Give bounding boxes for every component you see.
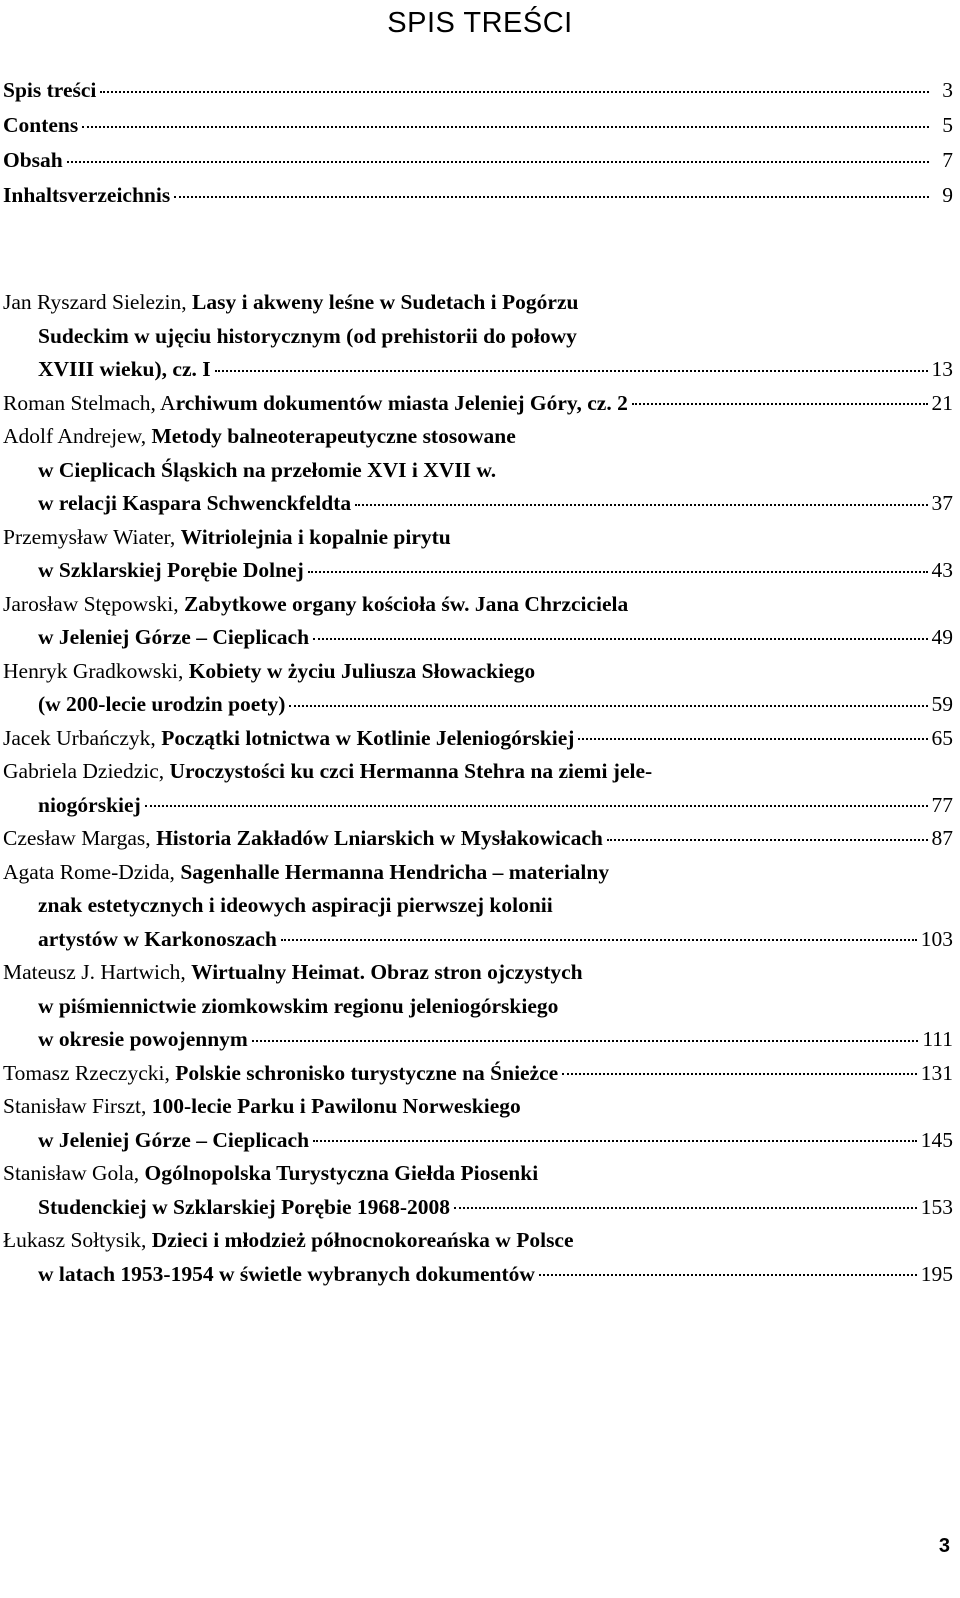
- entry-title: (w 200-lecie urodzin poety): [38, 692, 286, 716]
- entry-page: 43: [931, 558, 953, 582]
- entry-text: [3, 755, 652, 789]
- toc-entry-line[interactable]: [3, 454, 953, 488]
- leader-dots: [578, 737, 927, 740]
- entry-author: Mateusz J. Hartwich,: [3, 960, 192, 984]
- entry-title: rchiwum dokumentów miasta Jeleniej Góry, cz. 2: [175, 390, 628, 415]
- entry-page: 195: [920, 1261, 953, 1286]
- entry-text: [3, 521, 451, 555]
- entry-text: [38, 554, 304, 588]
- toc-entry-front[interactable]: [3, 108, 953, 143]
- toc-entry-line[interactable]: [3, 1157, 953, 1191]
- toc-entry-line[interactable]: [3, 1124, 953, 1158]
- toc-entry-line[interactable]: [3, 320, 953, 354]
- leader-dots: [313, 637, 927, 640]
- toc-entry-line[interactable]: [3, 856, 953, 890]
- entry-page: 145: [920, 1127, 953, 1152]
- entry-text: [38, 1023, 248, 1057]
- entry-author: Jan Ryszard Sielezin,: [3, 290, 193, 314]
- entry-title: Witriolejnia i kopalnie pirytu: [180, 524, 451, 549]
- entry-page: 37: [931, 491, 953, 515]
- leader-dots: [539, 1273, 917, 1276]
- entry-page: 103: [920, 926, 953, 951]
- page-number: 3: [938, 1535, 950, 1557]
- entry-title: Polskie schronisko turystyczne na Śnieżce: [175, 1060, 559, 1085]
- toc-entry-line[interactable]: [3, 789, 953, 823]
- leader-dots: [82, 125, 929, 128]
- entry-text: [3, 655, 535, 689]
- entry-title: 100-lecie Parku i Pawilonu Norweskiego: [151, 1094, 521, 1118]
- entry-text: [3, 387, 628, 421]
- entry-text: [38, 487, 351, 521]
- leader-dots: [308, 570, 928, 573]
- entry-text: [38, 621, 309, 655]
- toc-entry-line[interactable]: [3, 1258, 953, 1292]
- entry-text: [38, 789, 141, 823]
- entry-text: [3, 1090, 521, 1124]
- entry-author: Henryk Gradkowski,: [3, 658, 189, 683]
- entry-title: Kobiety w życiu Juliusza Słowackiego: [188, 658, 536, 683]
- toc-entry-line[interactable]: [3, 722, 953, 756]
- entry-text: [3, 1057, 558, 1091]
- entry-title: Historia Zakładów Lniarskich w Mysłakowicach: [156, 826, 603, 850]
- toc-entry-line[interactable]: [3, 923, 953, 957]
- entry-title: w Cieplicach Śląskich na przełomie XVI i XVII w.: [38, 457, 497, 482]
- entry-text: [3, 822, 603, 856]
- leader-dots: [562, 1072, 917, 1075]
- entry-title: Zabytkowe organy kościoła św. Jana Chrzciciela: [183, 591, 629, 616]
- toc-entry-front[interactable]: [3, 178, 953, 213]
- leader-dots: [100, 90, 929, 93]
- entry-title: niogórskiej: [38, 792, 141, 817]
- entry-title: Początki lotnictwa w Kotlinie Jeleniogórskiej: [161, 725, 575, 750]
- entry-author: Jacek Urbańczyk,: [3, 725, 162, 750]
- toc-entry-line[interactable]: [3, 487, 953, 521]
- entry-title: w Szklarskiej Porębie Dolnej: [38, 558, 304, 582]
- entry-title: w Jeleniej Górze – Cieplicach: [38, 1127, 310, 1152]
- page-title: SPIS TREŚCI: [387, 7, 573, 39]
- entry-page: 153: [920, 1194, 953, 1219]
- leader-dots: [281, 938, 917, 941]
- entry-title: artystów w Karkonoszach: [38, 926, 277, 951]
- toc-entry-line[interactable]: [3, 956, 953, 990]
- leader-dots: [145, 804, 928, 807]
- entry-text: [3, 1224, 574, 1258]
- entry-author: Łukasz Sołtysik,: [3, 1228, 152, 1252]
- entry-text: [38, 923, 277, 957]
- entry-text: [38, 889, 553, 923]
- table-of-contents: [3, 73, 953, 1291]
- entry-author: Przemysław Wiater,: [3, 524, 181, 549]
- toc-entry-front[interactable]: [3, 143, 953, 178]
- entry-title: w relacji Kaspara Schwenckfeldta: [38, 491, 352, 515]
- entry-page: 3: [942, 78, 953, 102]
- entry-author: Tomasz Rzeczycki,: [3, 1060, 176, 1085]
- leader-dots: [215, 369, 928, 372]
- entry-title: Spis treści: [3, 78, 97, 102]
- entry-page: 9: [942, 183, 953, 207]
- entry-title: Sudeckim w ujęciu historycznym (od prehistorii do połowy: [38, 323, 577, 348]
- entry-page: 65: [931, 725, 953, 750]
- entry-page: 49: [931, 625, 953, 649]
- entry-title: XVIII wieku), cz. I: [38, 357, 211, 381]
- entry-title: Metody balneoterapeutyczne stosowane: [151, 424, 516, 448]
- toc-entry-line[interactable]: [3, 889, 953, 923]
- entry-text: [38, 1258, 535, 1292]
- entry-text: [38, 353, 211, 387]
- entry-text: [3, 956, 583, 990]
- toc-entry-line[interactable]: [3, 822, 953, 856]
- entry-author: Gabriela Dziedzic,: [3, 759, 170, 783]
- toc-entry-line[interactable]: [3, 755, 953, 789]
- leader-dots: [174, 195, 929, 198]
- entry-title: w Jeleniej Górze – Cieplicach: [38, 625, 310, 649]
- entry-page: 111: [922, 1027, 953, 1051]
- entry-text: [38, 320, 577, 354]
- toc-entry-line[interactable]: [3, 621, 953, 655]
- entry-title: Wirtualny Heimat. Obraz stron ojczystych: [191, 960, 583, 984]
- leader-dots: [67, 160, 929, 163]
- entry-text: [3, 1157, 538, 1191]
- leader-dots: [355, 503, 927, 506]
- toc-entry-line[interactable]: [3, 1224, 953, 1258]
- leader-dots: [454, 1206, 917, 1209]
- entry-text: [3, 420, 516, 454]
- entry-text: [3, 856, 609, 890]
- entry-title: Dzieci i młodzież północnokoreańska w Polsce: [151, 1228, 574, 1252]
- toc-entry-line[interactable]: [3, 387, 953, 421]
- entry-page: 77: [931, 792, 953, 817]
- entry-author: Czesław Margas,: [3, 826, 157, 850]
- leader-dots: [289, 704, 927, 707]
- toc-entry-line[interactable]: [3, 286, 953, 320]
- entry-text: [38, 990, 558, 1024]
- leader-dots: [313, 1139, 917, 1142]
- entry-page: 87: [931, 826, 953, 850]
- toc-entry-line[interactable]: [3, 990, 953, 1024]
- entry-page: 7: [942, 148, 953, 172]
- toc-entry-line[interactable]: [3, 688, 953, 722]
- entry-title: w piśmiennictwie ziomkowskim regionu jeleniogórskiego: [38, 993, 559, 1018]
- leader-dots: [607, 838, 928, 841]
- entry-author: Jarosław Stępowski,: [3, 591, 184, 616]
- toc-entry-line[interactable]: [3, 353, 953, 387]
- toc-entry-front[interactable]: [3, 73, 953, 108]
- entry-title: w latach 1953-1954 w świetle wybranych dokumentów: [38, 1261, 535, 1286]
- entry-author: Adolf Andrejew,: [3, 424, 152, 448]
- entry-title: Uroczystości ku czci Hermanna Stehra na ziemi jele-: [169, 759, 653, 783]
- leader-dots: [632, 402, 928, 405]
- entry-title: znak estetycznych i ideowych aspiracji pierwszej kolonii: [38, 893, 553, 917]
- entry-title: Inhaltsverzeichnis: [3, 183, 171, 207]
- toc-entry-line[interactable]: [3, 521, 953, 555]
- entry-text: [38, 454, 496, 488]
- toc-entry-line[interactable]: [3, 655, 953, 689]
- entry-title: Lasy i akweny leśne w Sudetach i Pogórzu: [192, 290, 579, 314]
- entry-author: Stanisław Gola,: [3, 1161, 145, 1185]
- entry-text: [38, 688, 285, 722]
- toc-entry-line[interactable]: [3, 1191, 953, 1225]
- toc-entry-line[interactable]: [3, 588, 953, 622]
- entry-text: [3, 286, 578, 320]
- entry-page: 131: [920, 1060, 953, 1085]
- entry-page: 59: [931, 692, 953, 716]
- entry-title: Studenckiej w Szklarskiej Porębie 1968-2008: [38, 1194, 451, 1219]
- entry-title: Obsah: [3, 148, 63, 172]
- entry-author: Roman Stelmach, A: [3, 390, 176, 415]
- entry-author: Agata Rome-Dzida,: [3, 859, 181, 884]
- entry-text: [38, 1191, 450, 1225]
- leader-dots: [252, 1039, 919, 1042]
- entry-page: 5: [942, 113, 953, 137]
- entry-title: Sagenhalle Hermanna Hendricha – materialny: [180, 859, 610, 884]
- toc-entry-line[interactable]: [3, 1090, 953, 1124]
- entry-text: [3, 588, 628, 622]
- entry-author: Stanisław Firszt,: [3, 1094, 152, 1118]
- entry-text: [38, 1124, 309, 1158]
- entry-page: 13: [931, 357, 953, 381]
- entry-title: w okresie powojennym: [38, 1027, 248, 1051]
- toc-entry-line[interactable]: [3, 554, 953, 588]
- entry-page: 21: [931, 390, 953, 415]
- toc-entry-line[interactable]: [3, 420, 953, 454]
- toc-entry-line[interactable]: [3, 1057, 953, 1091]
- entry-title: Contens: [3, 113, 79, 137]
- entry-text: [3, 722, 574, 756]
- toc-entry-line[interactable]: [3, 1023, 953, 1057]
- entry-title: Ogólnopolska Turystyczna Giełda Piosenki: [144, 1161, 539, 1185]
